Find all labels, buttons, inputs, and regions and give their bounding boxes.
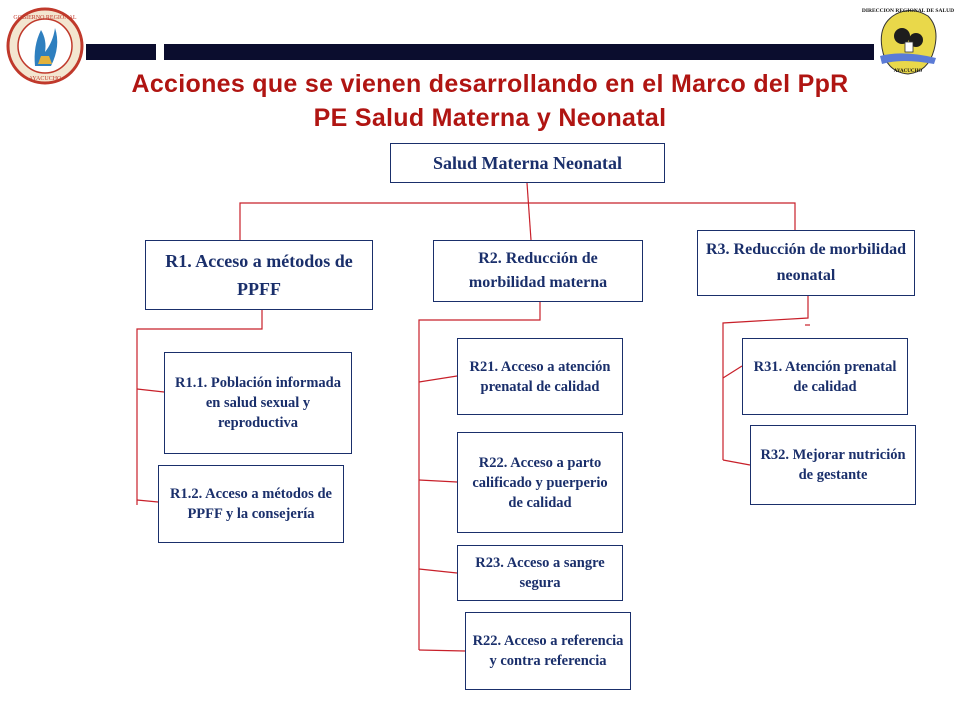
node-r2 (433, 240, 643, 302)
node-root (390, 143, 665, 183)
node-r22-referencia-label: R22. Acceso a referencia y contra referencia (472, 633, 624, 669)
right-logo-text-top: DIRECCION REGIONAL DE SALUD (861, 8, 955, 14)
page-title-line-1: Acciones que se vienen desarrollando en el Marco del PpR (131, 70, 849, 98)
node-r23-label: R23. Acceso a sangre segura (475, 555, 605, 591)
node-r1-2-label: R1.2. Acceso a métodos de PPFF y la consejería (170, 486, 332, 522)
node-r21-label: R21. Acceso a atención prenatal de calidad (469, 358, 611, 395)
connector-r31 (723, 366, 742, 378)
node-r1 (145, 240, 373, 310)
node-r31 (742, 338, 908, 415)
connector-r1-1 (137, 389, 164, 392)
connector-r21 (419, 376, 457, 382)
node-r32-label: R32. Mejorar nutrición de gestante (760, 447, 906, 483)
node-r22-referencia (465, 612, 631, 690)
connector-r1-2 (137, 500, 158, 502)
page-title-line-2: PE Salud Materna y Neonatal (313, 104, 667, 132)
node-r2-label: R2. Reducción de morbilidad materna (468, 250, 608, 291)
node-r23 (457, 545, 623, 601)
node-r31-label: R31. Atención prenatal de calidad (753, 358, 897, 395)
node-root-label: Salud Materna Neonatal (433, 152, 622, 173)
connector-r22b (419, 650, 465, 651)
connector-r23 (419, 569, 457, 573)
node-r1-1 (164, 352, 352, 454)
node-r22-label: R22. Acceso a parto calificado y puerperio de calidad (472, 454, 608, 511)
node-r32 (750, 425, 916, 505)
right-logo-text-bottom: AYACUCHO (893, 69, 923, 74)
connector-r22 (419, 480, 457, 482)
node-r21 (457, 338, 623, 415)
left-logo-text-top: GOBIERNO REGIONAL (13, 15, 77, 21)
connector-r32 (723, 460, 750, 465)
left-logo-text-bottom: AYACUCHO (28, 76, 62, 82)
node-r3-label: R3. Reducción de morbilidad neonatal (705, 241, 906, 284)
node-r1-2 (158, 465, 344, 543)
node-r3 (697, 230, 915, 296)
connector-root (527, 183, 531, 240)
node-r1-1-label: R1.1. Población informada en salud sexual y reproductiva (175, 375, 341, 431)
node-r22 (457, 432, 623, 533)
node-r1-label: R1. Acceso a métodos de PPFF (165, 251, 353, 299)
